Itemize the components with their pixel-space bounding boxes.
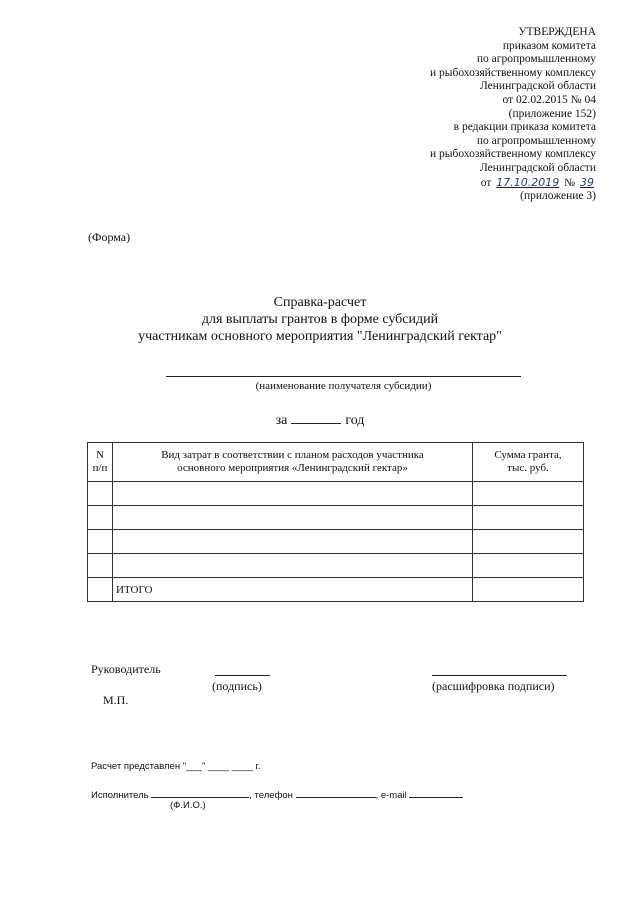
approval-line: и рыбохозяйственному комплексу — [429, 148, 596, 161]
recipient-caption: (наименование получателя субсидии) — [255, 380, 432, 392]
recipient-blank-line[interactable] — [166, 376, 521, 377]
header-number — [88, 443, 113, 482]
title-line-3: участникам основного мероприятия "Ленинградский гектар" — [138, 329, 502, 344]
cell-expense[interactable] — [113, 506, 473, 530]
approval-line: Ленинградской области — [479, 161, 596, 174]
executor-label: Исполнитель — [91, 790, 149, 801]
handwritten-number: 39 — [580, 175, 594, 189]
table-row — [88, 506, 584, 530]
header-sum-line1: Сумма гранта, — [494, 449, 562, 461]
handwritten-date: 17.10.2019 — [496, 175, 560, 189]
table-row — [88, 530, 584, 554]
signature-caption: (подпись) — [212, 679, 262, 693]
email-blank[interactable] — [409, 788, 463, 798]
cell-number[interactable] — [88, 554, 113, 578]
approval-stamp — [356, 26, 596, 204]
header-number-line2: п/п — [92, 462, 108, 474]
header-type-line2: основного мероприятия «Ленинградский гектар» — [177, 462, 408, 474]
approval-line: в редакции приказа комитета — [453, 121, 596, 134]
cell-number[interactable] — [88, 578, 113, 602]
total-label: ИТОГО — [113, 578, 473, 602]
executor-line — [91, 788, 463, 801]
signature-decode-line[interactable] — [432, 675, 567, 676]
approval-date-line — [356, 176, 596, 191]
table-total-row — [88, 578, 584, 602]
period-line — [0, 412, 640, 429]
header-type-line1: Вид затрат в соответствии с планом расходов участника — [161, 449, 424, 461]
from-prefix: от — [480, 176, 492, 189]
cell-number[interactable] — [88, 482, 113, 506]
stamp-place: М.П. — [103, 693, 129, 707]
cell-expense[interactable] — [113, 530, 473, 554]
approval-line: по агропромышленному — [476, 53, 596, 66]
cell-sum[interactable] — [473, 530, 584, 554]
approval-line: Ленинградской области — [479, 80, 596, 93]
approval-line: УТВЕРЖДЕНА — [518, 26, 596, 38]
submitted-date-line: Расчет представлен "___" ____ ____ г. — [91, 761, 261, 772]
approval-line: и рыбохозяйственному комплексу — [429, 66, 596, 79]
document-title — [0, 294, 640, 345]
period-suffix: год — [345, 413, 365, 428]
title-line-2: для выплаты грантов в форме субсидий — [201, 312, 439, 327]
email-label: , e-mail — [375, 790, 407, 801]
signature-line[interactable] — [215, 675, 270, 676]
executor-name-blank[interactable] — [151, 788, 249, 798]
period-prefix: за — [275, 413, 288, 428]
approval-line: по агропромышленному — [476, 134, 596, 147]
head-label: Руководитель — [91, 662, 161, 676]
table-row — [88, 482, 584, 506]
approval-line: приказом комитета — [502, 39, 596, 52]
header-number-line1: N — [96, 449, 104, 461]
approval-appendix: (приложение 3) — [520, 190, 596, 203]
cell-number[interactable] — [88, 530, 113, 554]
cell-sum[interactable] — [473, 554, 584, 578]
table-row — [88, 554, 584, 578]
cell-sum[interactable] — [473, 506, 584, 530]
approval-line: (приложение 152) — [508, 107, 596, 120]
cell-expense[interactable] — [113, 554, 473, 578]
header-sum-line2: тыс. руб. — [507, 462, 549, 474]
title-line-1: Справка-расчет — [273, 295, 367, 310]
phone-blank[interactable] — [296, 788, 376, 798]
cell-expense[interactable] — [113, 482, 473, 506]
table-header-row — [88, 443, 584, 482]
fio-caption: (Ф.И.О.) — [170, 800, 206, 811]
header-expense-type — [113, 443, 473, 482]
number-sign: № — [564, 176, 576, 189]
cell-sum[interactable] — [473, 482, 584, 506]
total-sum[interactable] — [473, 578, 584, 602]
approval-line: от 02.02.2015 № 04 — [502, 93, 596, 106]
period-year-blank[interactable] — [291, 412, 341, 424]
cell-number[interactable] — [88, 506, 113, 530]
expense-table — [87, 442, 584, 602]
form-label: (Форма) — [88, 230, 131, 244]
signature-decode-caption: (расшифровка подписи) — [432, 679, 555, 693]
phone-label: , телефон — [249, 790, 293, 801]
header-grant-sum — [473, 443, 584, 482]
